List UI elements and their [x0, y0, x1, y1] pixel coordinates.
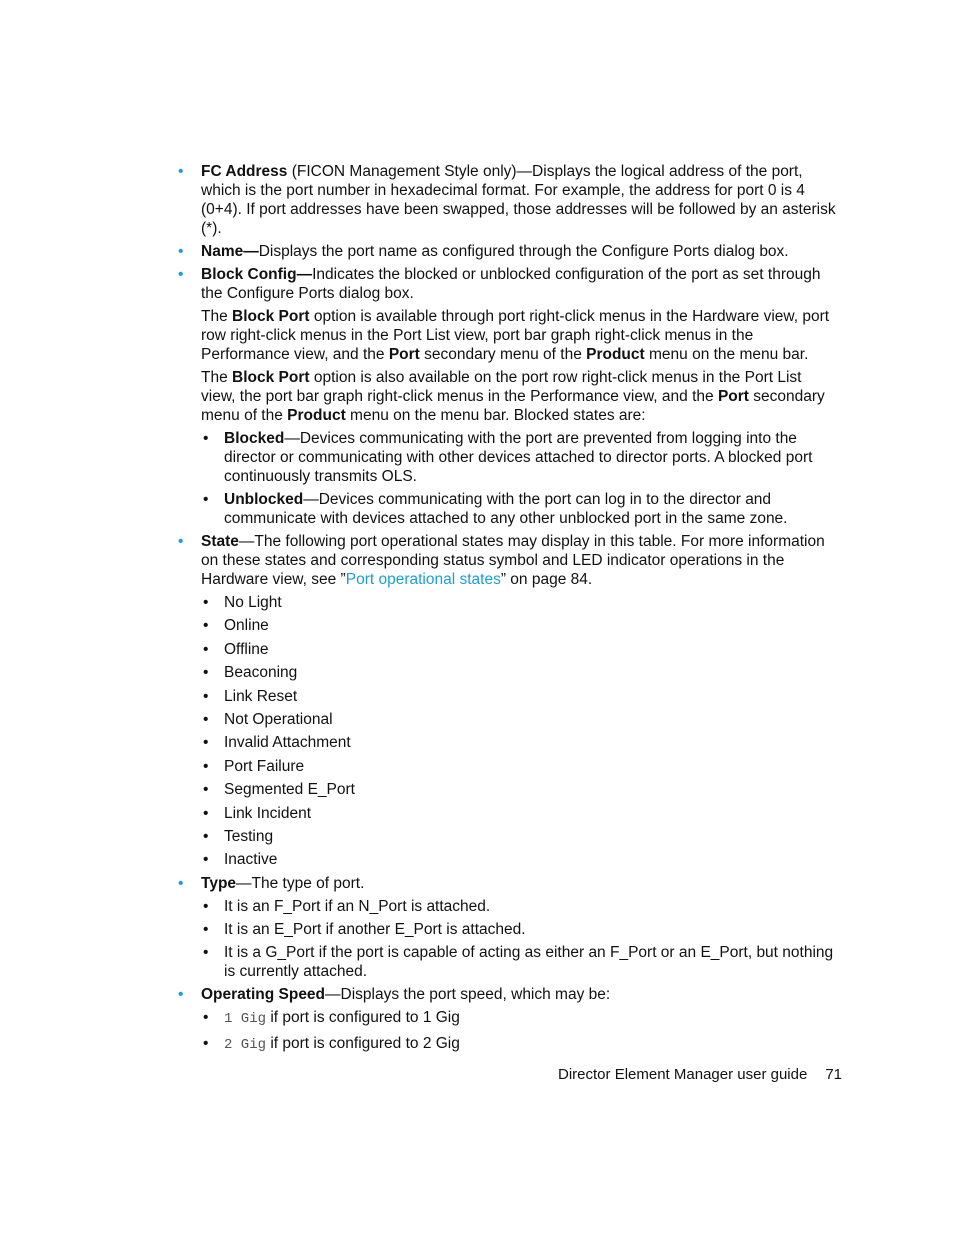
state-item [178, 616, 840, 635]
bullet: • [203, 944, 209, 962]
type-text: It is a G_Port if the port is capable of acting as either an F_Port or an E_Port, but nothing is currently attached. [224, 944, 834, 981]
list-item-name [178, 242, 840, 261]
bullet: • [203, 491, 209, 508]
text: menu on the menu bar. Blocked states are: [345, 407, 646, 424]
desc-blocked: —Devices communicating with the port are prevented from logging into the director or communicating with other devices attached to director ports. A blocked port continuously transmits OLS. [224, 430, 813, 485]
desc-fc-address: (FICON Management Style only)—Displays the logical address of the port, which is the port number in hexadecimal format. For example, the address for port 0 is 4 (0+4). If port addresses have been swapped, those addresses will be followed by an asterisk (*). [201, 163, 836, 237]
bullet: • [203, 851, 209, 869]
state-label: Beaconing [224, 664, 298, 682]
state-label: Not Operational [224, 710, 333, 728]
state-label: No Light [224, 594, 282, 611]
bullet: • [178, 266, 184, 283]
bullet: • [178, 986, 184, 1004]
sub-item-blocked [178, 429, 840, 486]
state-label: Testing [224, 827, 274, 845]
bullet: • [203, 897, 209, 915]
state-label: Invalid Attachment [224, 734, 351, 752]
bullet: • [203, 921, 209, 939]
bullet: • [203, 430, 209, 447]
state-item [178, 827, 840, 846]
bold-term: Product [287, 407, 346, 424]
state-item [178, 757, 840, 776]
speed-item [178, 1008, 840, 1029]
term-block-config: Block Config— [201, 266, 313, 283]
term-type: Type [201, 874, 237, 892]
bullet: • [178, 533, 184, 550]
bullet: • [203, 1009, 209, 1027]
list-item-type [178, 874, 840, 893]
state-item [178, 733, 840, 752]
block-port-paragraph-2 [178, 368, 840, 425]
page-content [178, 162, 840, 1059]
speed-item [178, 1034, 840, 1055]
bold-term: Product [586, 346, 645, 363]
speed-text: if port is configured to 2 Gig [266, 1034, 460, 1052]
block-port-paragraph-1 [178, 307, 840, 364]
desc-type: —The type of port. [236, 874, 365, 892]
speed-code: 2 Gig [224, 1036, 267, 1053]
bullet: • [203, 594, 209, 611]
bullet: • [203, 1034, 209, 1052]
list-item-state [178, 532, 840, 589]
desc-block-config: Indicates the blocked or unblocked configuration of the port as set through the Configure Ports dialog box. [201, 266, 821, 302]
bullet: • [203, 710, 209, 728]
desc-unblocked: —Devices communicating with the port can log in to the director and communicate with devices attached to any other unblocked port in the same zone. [224, 491, 788, 527]
state-label: Link Reset [224, 687, 298, 705]
text: secondary menu of the [201, 388, 825, 424]
bullet: • [178, 243, 184, 260]
bullet: • [203, 617, 209, 635]
state-item [178, 687, 840, 706]
desc-operating-speed: —Displays the port speed, which may be: [325, 986, 611, 1004]
state-item [178, 640, 840, 659]
type-item [178, 943, 840, 981]
term-unblocked: Unblocked [224, 491, 304, 508]
list-item-fc-address [178, 162, 840, 238]
state-label: Segmented E_Port [224, 781, 355, 799]
speed-text: if port is configured to 1 Gig [266, 1009, 460, 1027]
term-fc-address: FC Address [201, 163, 288, 180]
state-item [178, 850, 840, 869]
state-item [178, 804, 840, 823]
footer-title: Director Element Manager user guide [558, 1066, 808, 1083]
bullet: • [203, 827, 209, 845]
page-footer [558, 1066, 842, 1083]
desc-state: —The following port operational states may display in this table. For more information on these states and corresponding status symbol and LED indicator operations in the Hardware view, see ” [201, 533, 825, 588]
term-name: Name— [201, 243, 259, 260]
port-operational-states-link[interactable]: Port operational states [345, 571, 501, 588]
state-label: Offline [224, 640, 269, 658]
sub-item-unblocked [178, 490, 840, 528]
state-label: Online [224, 617, 269, 635]
bullet: • [203, 804, 209, 822]
term-blocked: Blocked [224, 430, 285, 447]
state-label: Link Incident [224, 804, 312, 822]
text: The [201, 369, 233, 386]
state-label: Port Failure [224, 757, 305, 775]
state-item [178, 593, 840, 612]
type-item [178, 897, 840, 916]
bullet: • [203, 640, 209, 658]
desc-name: Displays the port name as configured through the Configure Ports dialog box. [258, 243, 789, 260]
state-list [178, 593, 840, 869]
state-item [178, 663, 840, 682]
bold-term: Block Port [232, 369, 310, 386]
term-operating-speed: Operating Speed [201, 986, 326, 1004]
bullet: • [203, 757, 209, 775]
bullet: • [178, 163, 184, 180]
speed-code: 1 Gig [224, 1011, 267, 1028]
type-item [178, 920, 840, 939]
text: option is also available on the port row right-click menus in the Port List view, the port bar graph right-click menus in the Performance view, and the [201, 369, 802, 405]
type-text: It is an F_Port if an N_Port is attached. [224, 897, 491, 915]
bullet: • [203, 734, 209, 752]
bullet: • [203, 781, 209, 799]
bold-term: Port [717, 388, 749, 405]
text: menu on the menu bar. [644, 346, 809, 363]
state-item [178, 780, 840, 799]
bullet: • [203, 687, 209, 705]
text: option is available through port right-click menus in the Hardware view, port row right-click menus in the Port List view, port bar graph right-click menus in the Performance view, and the [201, 308, 830, 363]
list-item-block-config [178, 265, 840, 303]
term-state: State [201, 533, 239, 550]
type-text: It is an E_Port if another E_Port is attached. [224, 921, 526, 939]
bullet: • [203, 664, 209, 682]
text: The [201, 308, 233, 325]
state-item [178, 710, 840, 729]
state-label: Inactive [224, 851, 278, 869]
list-item-operating-speed [178, 985, 840, 1004]
text: secondary menu of the [419, 346, 587, 363]
bold-term: Block Port [232, 308, 310, 325]
page-number: 71 [825, 1066, 842, 1083]
desc-state-page: ” on page 84. [500, 571, 593, 588]
bold-term: Port [388, 346, 420, 363]
bullet: • [178, 874, 184, 892]
